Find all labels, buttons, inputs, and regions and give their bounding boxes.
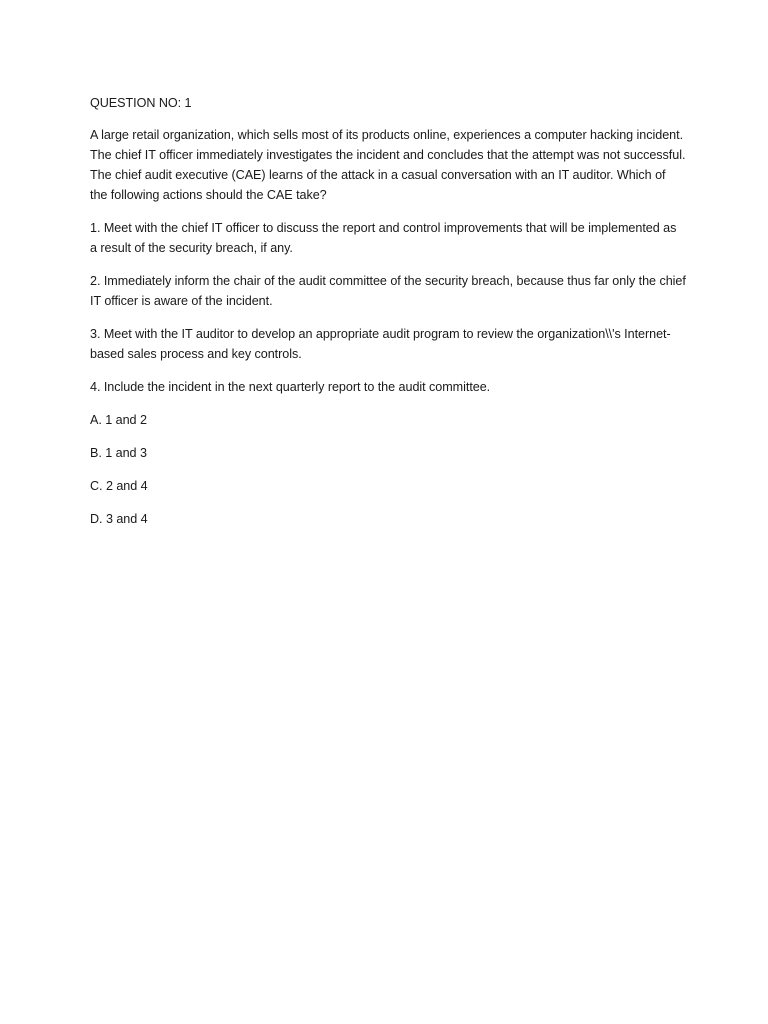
answer-option-c: C. 2 and 4 [90, 479, 148, 493]
question-label: QUESTION NO: 1 [90, 96, 192, 110]
question-content [90, 93, 686, 542]
answer-option-a: A. 1 and 2 [90, 413, 147, 427]
answer-option-b: B. 1 and 3 [90, 446, 147, 460]
statement-4: 4. Include the incident in the next quarterly report to the audit committee. [90, 380, 491, 394]
statement-3: 3. Meet with the IT auditor to develop an appropriate audit program to review the organization\\'s Internet- based sales process and key controls. [90, 327, 671, 361]
answer-option-d: D. 3 and 4 [90, 512, 148, 526]
question-stem: A large retail organization, which sells most of its products online, experiences a computer hacking incident. The chief IT officer immediately investigates the incident and concludes that the attempt was not successful. The chief audit executive (CAE) learns of the attack in a casual conversation with an IT auditor. Which of the following actions should the CAE take? [90, 128, 686, 202]
statement-2: 2. Immediately inform the chair of the audit committee of the security breach, because thus far only the chief IT officer is aware of the incident. [90, 274, 686, 308]
statement-1: 1. Meet with the chief IT officer to discuss the report and control improvements that will be implemented as a result of the security breach, if any. [90, 221, 677, 255]
